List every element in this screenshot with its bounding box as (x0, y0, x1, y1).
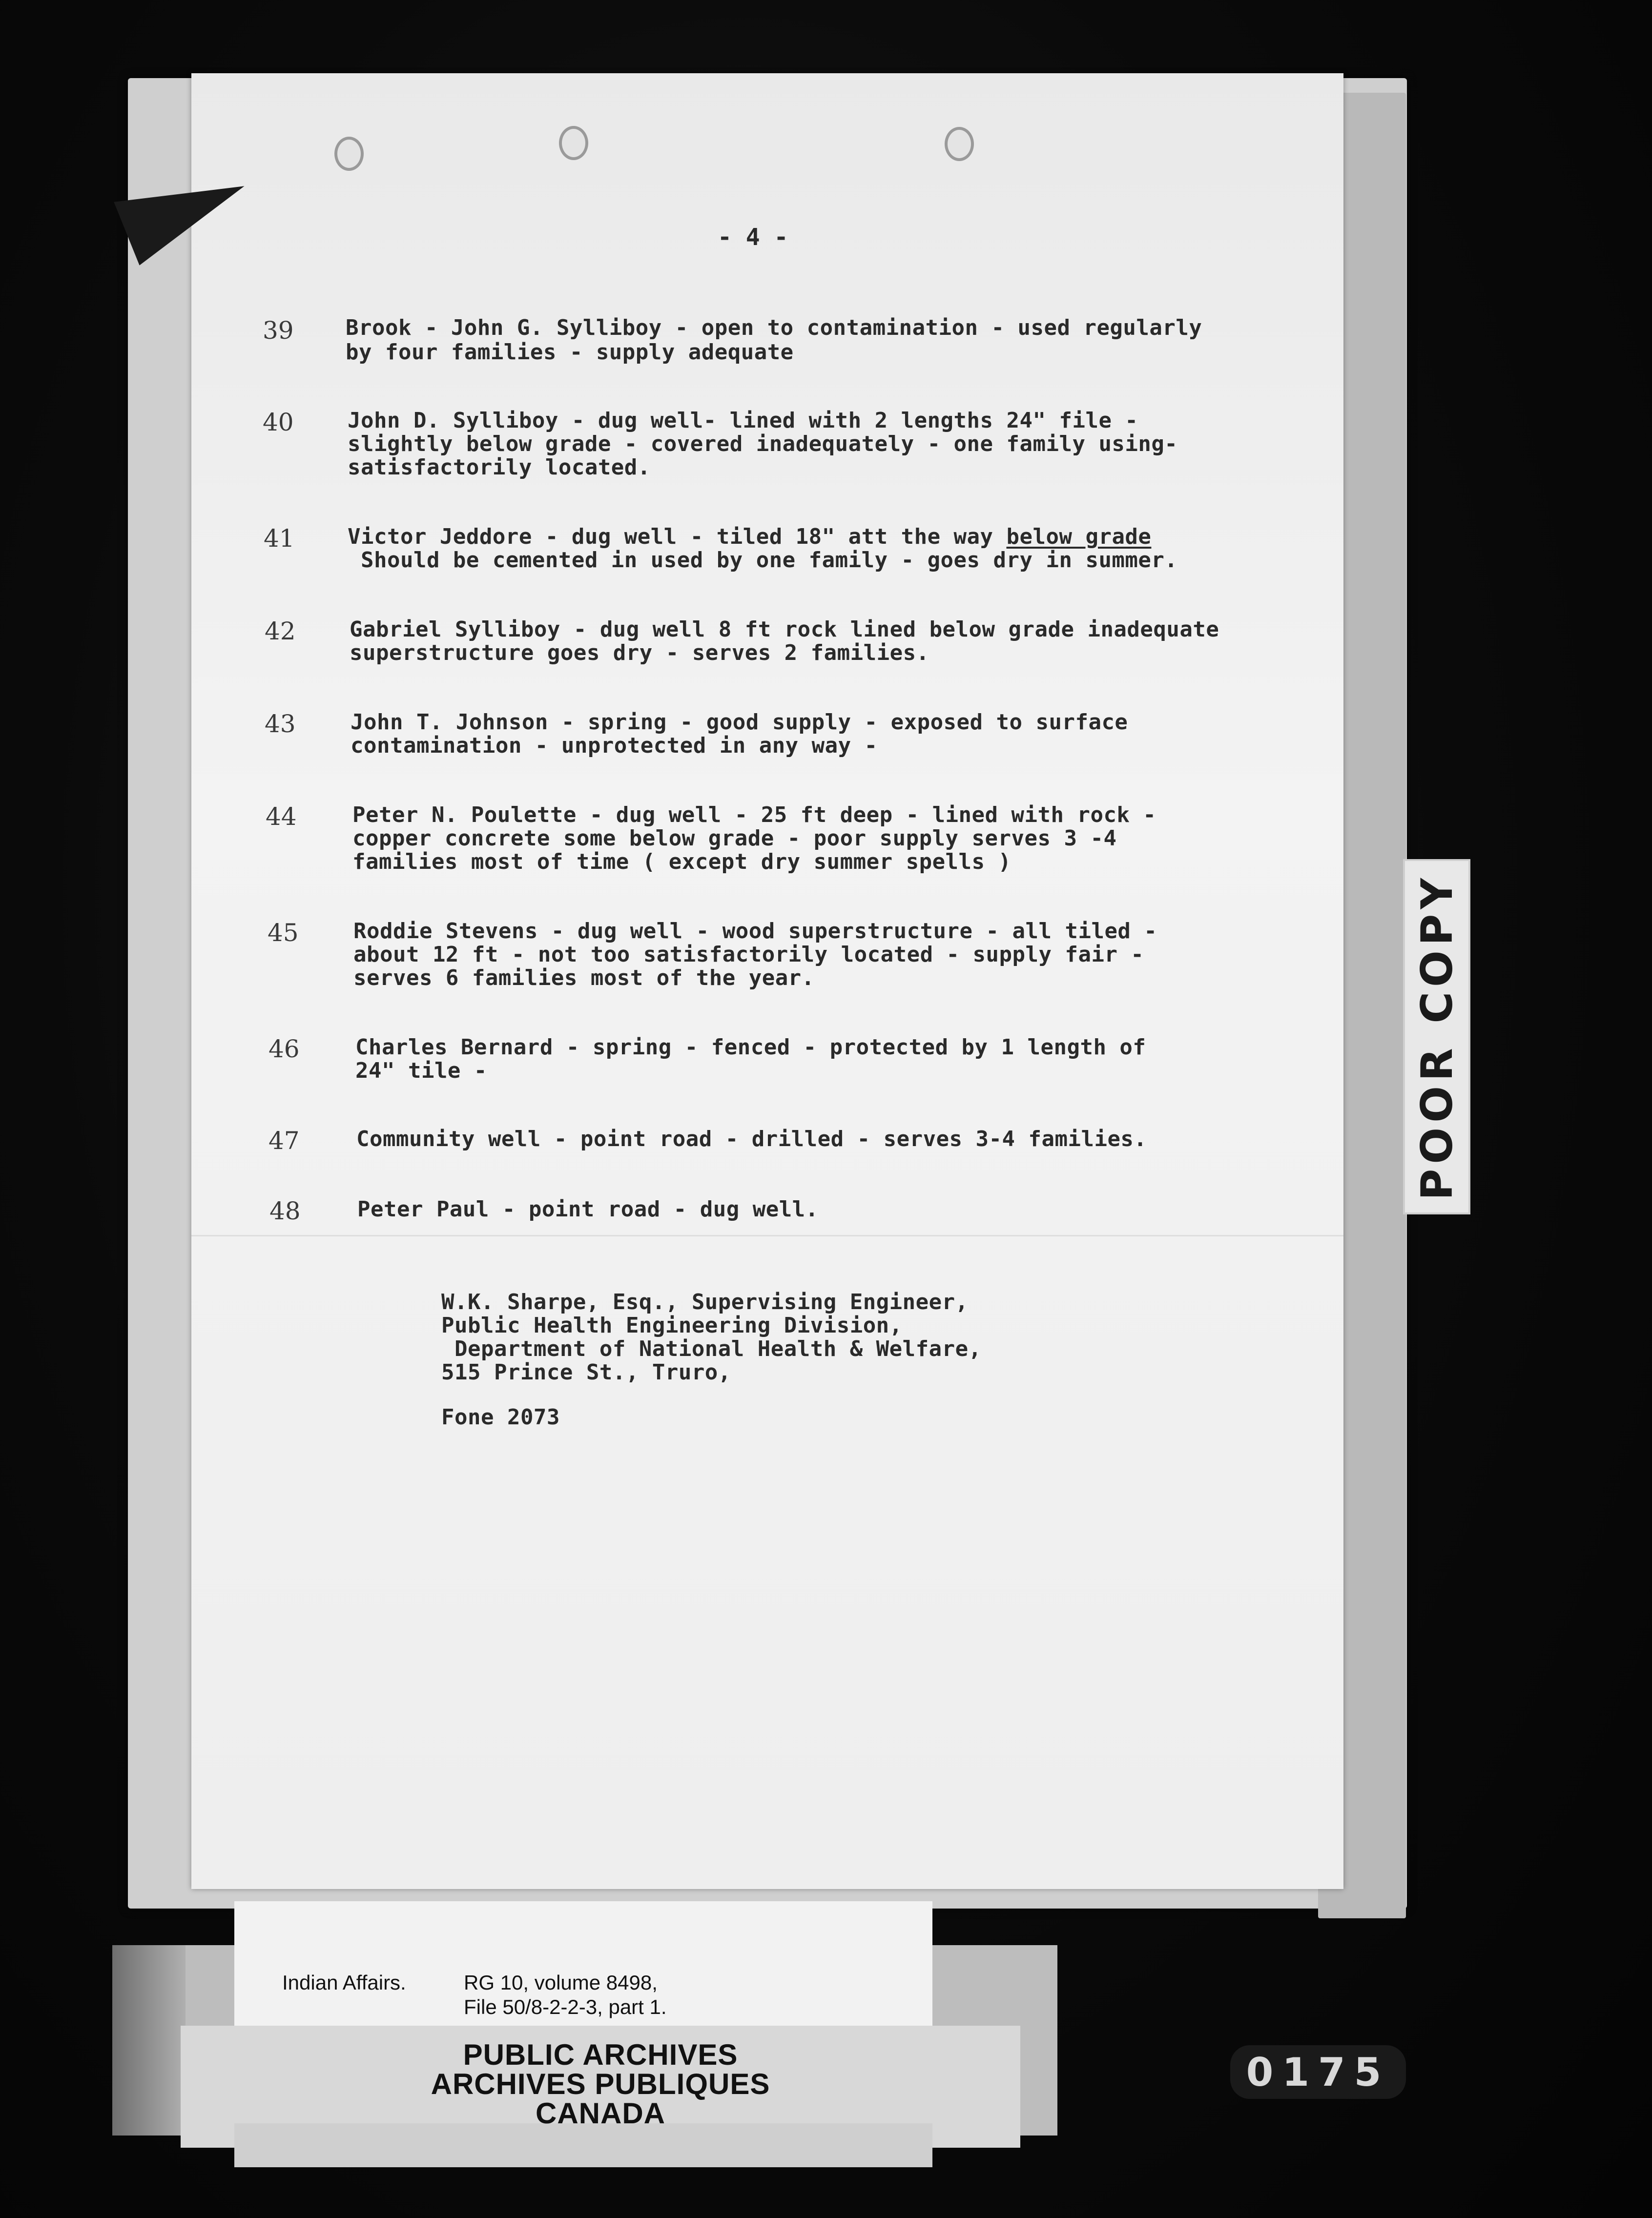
archive-title-fr: ARCHIVES PUBLIQUES (431, 2068, 770, 2100)
entry-line: Brook - John G. Sylliboy - open to contamination - used regularly (346, 315, 1202, 340)
address-line: Department of National Health & Welfare, (441, 1336, 982, 1361)
entry-line: Gabriel Sylliboy - dug well 8 ft rock lined below grade inadequate (350, 617, 1219, 642)
entry-number: 48 (269, 1197, 301, 1225)
entry-line: serves 6 families most of the year. (353, 965, 815, 990)
poor-copy-stamp (1403, 859, 1470, 1214)
entry-number: 47 (268, 1127, 300, 1155)
entry-number: 45 (268, 919, 299, 947)
entry-line: by four families - supply adequate (346, 340, 794, 365)
archive-ref-file: File 50/8-2-2-3, part 1. (464, 1995, 667, 2018)
entry-number: 40 (263, 408, 294, 436)
entry-line: about 12 ft - not too satisfactorily located - supply fair - (353, 942, 1144, 967)
entry-line: Charles Bernard - spring - fenced - protected by 1 length of (355, 1035, 1146, 1060)
entry-number: 46 (268, 1035, 300, 1063)
entry-line: John T. Johnson - spring - good supply - exposed to surface (351, 710, 1128, 735)
phone-line: Fone 2073 (441, 1405, 560, 1430)
entry-line: satisfactorily located. (348, 455, 651, 480)
entry-number: 44 (266, 802, 297, 831)
entry-line: Victor Jeddore - dug well - tiled 18" att the way below grade (348, 524, 1152, 549)
entry-line: Should be cemented in used by one family - goes dry in summer. (348, 548, 1178, 573)
archive-title-country: CANADA (536, 2097, 665, 2130)
entry-line: John D. Sylliboy - dug well- lined with 2 lengths 24" file - (348, 408, 1138, 433)
address-line: Public Health Engineering Division, (441, 1313, 903, 1338)
address-line: 515 Prince St., Truro, (441, 1360, 731, 1385)
underlined-text: below grade (1006, 524, 1152, 549)
entry-number: 42 (265, 617, 296, 645)
archive-label-shadow (112, 1945, 186, 2136)
archive-ref-fonds: Indian Affairs. (282, 1971, 406, 1994)
entry-number: 39 (263, 316, 294, 345)
entry-line: 24" tile - (355, 1058, 487, 1083)
entry-line: copper concrete some below grade - poor supply serves 3 -4 (352, 826, 1117, 851)
address-line: W.K. Sharpe, Esq., Supervising Engineer, (441, 1290, 969, 1314)
archive-ref-volume: RG 10, volume 8498, (464, 1971, 658, 1994)
frame-number: 0175 (1230, 2045, 1406, 2099)
entry-line: Community well - point road - drilled - serves 3-4 families. (356, 1127, 1147, 1151)
entry-line: Peter N. Poulette - dug well - 25 ft deep - lined with rock - (352, 802, 1156, 827)
entry-line: superstructure goes dry - serves 2 families. (350, 640, 929, 665)
entry-line: contamination - unprotected in any way - (351, 733, 878, 758)
stamp-text: POOR COPY (1411, 873, 1462, 1201)
entry-line: Peter Paul - point road - dug well. (357, 1197, 819, 1222)
entry-number: 43 (265, 710, 296, 738)
entry-line: families most of time ( except dry summer spells ) (352, 849, 1012, 874)
punch-hole (559, 126, 588, 160)
page-number: - 4 - (718, 224, 788, 251)
punch-hole (334, 137, 364, 171)
entry-line: Roddie Stevens - dug well - wood superstructure - all tiled - (353, 919, 1157, 944)
entry-line: slightly below grade - covered inadequately - one family using- (348, 431, 1178, 456)
punch-hole (945, 127, 974, 161)
page-fold (191, 1235, 1343, 1236)
entry-number: 41 (264, 524, 295, 553)
archive-title-en: PUBLIC ARCHIVES (463, 2038, 738, 2071)
